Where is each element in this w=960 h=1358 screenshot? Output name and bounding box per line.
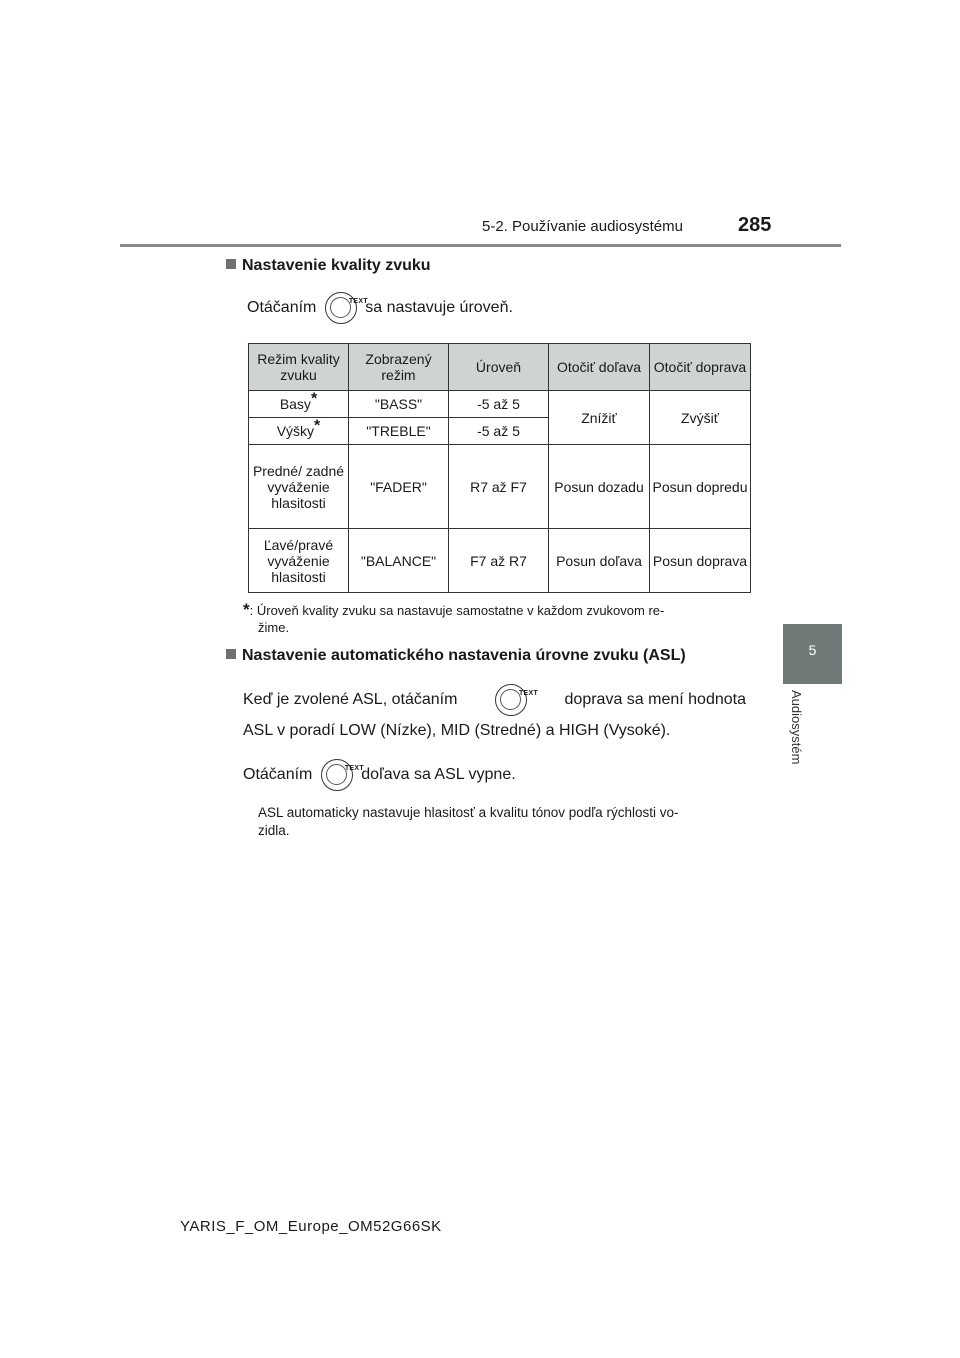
table-footnote xyxy=(243,600,748,620)
table-row xyxy=(249,391,751,418)
table-cell: R7 až F7 xyxy=(449,445,549,529)
tune-knob-icon xyxy=(325,292,368,324)
sound-quality-table xyxy=(248,343,751,593)
table-cell: Posun doprava xyxy=(650,529,751,593)
table-cell: Posun dozadu xyxy=(549,445,650,529)
knob-label: TEXT xyxy=(348,297,368,305)
asl-line-1 xyxy=(243,682,746,718)
asterisk-mark: * xyxy=(310,390,318,408)
tune-knob-icon xyxy=(495,684,539,716)
table-cell: Posun dopredu xyxy=(650,445,751,529)
table-cell: Zvýšiť xyxy=(650,391,751,445)
footnote-asterisk: * xyxy=(243,600,250,619)
table-cell: "BASS" xyxy=(349,391,449,418)
table-cell xyxy=(249,391,349,418)
asl-text-after: doprava sa mení hodnota xyxy=(564,691,746,708)
table-row xyxy=(249,529,751,593)
section-heading-sound-quality xyxy=(226,257,431,275)
table-cell: "FADER" xyxy=(349,445,449,529)
document-id: YARIS_F_OM_Europe_OM52G66SK xyxy=(180,1218,442,1235)
table-cell: F7 až R7 xyxy=(449,529,549,593)
asl-line-2: ASL v poradí LOW (Nízke), MID (Stredné) a HIGH (Vysoké). xyxy=(243,722,671,739)
tune-knob-icon xyxy=(321,759,364,791)
table-cell: -5 až 5 xyxy=(449,418,549,445)
knob-label: TEXT xyxy=(518,690,539,697)
table-header-cell: Režim kvality zvuku xyxy=(249,344,349,391)
header-divider xyxy=(120,244,841,247)
square-bullet-icon xyxy=(226,259,236,269)
heading-text: Nastavenie kvality zvuku xyxy=(242,257,431,274)
table-cell: Predné/ zadné vyváženie hlasitosti xyxy=(249,445,349,529)
sound-quality-intro xyxy=(247,290,513,326)
table-header-cell: Otočiť doprava xyxy=(650,344,751,391)
table-header-cell: Zobrazený režim xyxy=(349,344,449,391)
section-heading-asl xyxy=(226,647,686,665)
chapter-label: Audiosystém xyxy=(789,690,804,765)
table-header-row xyxy=(249,344,751,391)
asl-text-after: doľava sa ASL vypne. xyxy=(361,766,516,783)
chapter-tab xyxy=(783,624,842,684)
footnote-text: : Úroveň kvality zvuku sa nastavuje samostatne v každom zvukovom re- xyxy=(249,603,665,618)
page-number: 285 xyxy=(738,214,772,236)
cell-text: Basy xyxy=(279,396,311,412)
table-cell xyxy=(249,418,349,445)
chapter-label-container xyxy=(783,690,823,800)
table-cell: "TREBLE" xyxy=(349,418,449,445)
table-cell: Ľavé/pravé vyváženie hlasitosti xyxy=(249,529,349,593)
table-header-cell: Otočiť doľava xyxy=(549,344,650,391)
square-bullet-icon xyxy=(226,649,236,659)
section-title: 5-2. Používanie audiosystému xyxy=(482,218,683,235)
table-cell: -5 až 5 xyxy=(449,391,549,418)
table-header-cell: Úroveň xyxy=(449,344,549,391)
heading-text: Nastavenie automatického nastavenia úrovne zvuku (ASL) xyxy=(242,647,686,664)
asl-text-before: Otáčaním xyxy=(243,766,313,783)
table-cell: Znížiť xyxy=(549,391,650,445)
asl-line-3 xyxy=(243,757,516,793)
table-row xyxy=(249,445,751,529)
footnote-continuation: žime. xyxy=(258,620,290,635)
chapter-number: 5 xyxy=(808,642,817,658)
table-cell: "BALANCE" xyxy=(349,529,449,593)
table-cell: Posun doľava xyxy=(549,529,650,593)
intro-text-after: sa nastavuje úroveň. xyxy=(365,299,513,316)
asl-note-line-1: ASL automaticky nastavuje hlasitosť a kvalitu tónov podľa rýchlosti vo- xyxy=(258,805,679,820)
cell-text: Výšky xyxy=(276,423,315,439)
asl-note-line-2: zidla. xyxy=(258,823,290,838)
asterisk-mark: * xyxy=(314,417,321,435)
intro-text-before: Otáčaním xyxy=(247,299,317,316)
knob-label: TEXT xyxy=(344,764,364,772)
asl-text-before: Keď je zvolené ASL, otáčaním xyxy=(243,691,458,708)
